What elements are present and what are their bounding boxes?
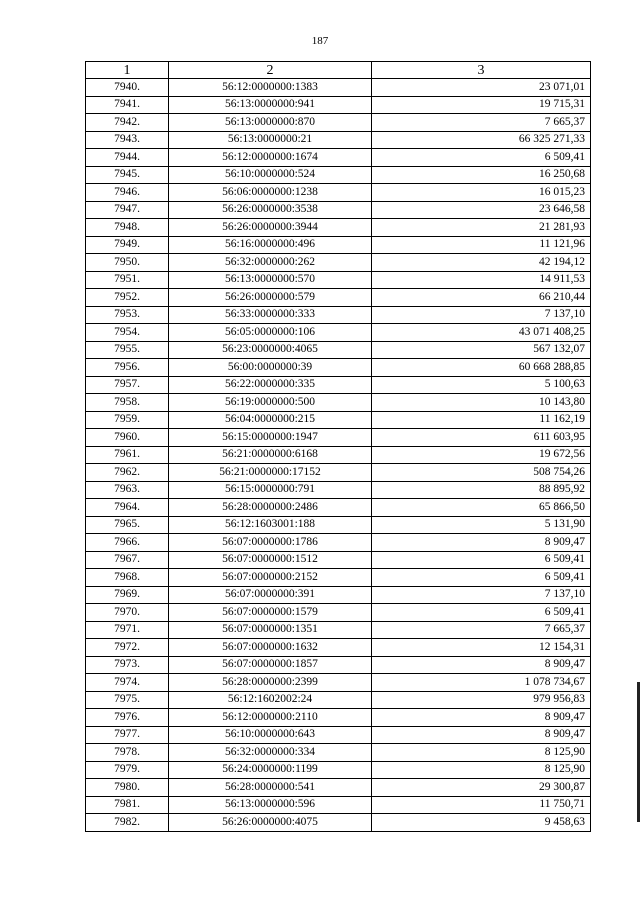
row-number: 7973.	[86, 656, 169, 674]
cadastral-number: 56:10:0000000:524	[169, 166, 372, 184]
row-number: 7946.	[86, 184, 169, 202]
table-row	[86, 324, 591, 342]
cadastral-value: 21 281,93	[372, 219, 591, 237]
row-number: 7942.	[86, 114, 169, 132]
table-row	[86, 411, 591, 429]
table-row	[86, 569, 591, 587]
table-row	[86, 499, 591, 517]
row-number: 7956.	[86, 359, 169, 377]
cadastral-value: 9 458,63	[372, 814, 591, 832]
table-row	[86, 604, 591, 622]
cadastral-value: 42 194,12	[372, 254, 591, 272]
cadastral-number: 56:13:0000000:870	[169, 114, 372, 132]
table-row	[86, 289, 591, 307]
table-row	[86, 131, 591, 149]
cadastral-number: 56:07:0000000:1857	[169, 656, 372, 674]
row-number: 7953.	[86, 306, 169, 324]
row-number: 7957.	[86, 376, 169, 394]
row-number: 7981.	[86, 796, 169, 814]
cadastral-number: 56:32:0000000:334	[169, 744, 372, 762]
table-row	[86, 586, 591, 604]
row-number: 7982.	[86, 814, 169, 832]
table-row	[86, 691, 591, 709]
row-number: 7950.	[86, 254, 169, 272]
table-header-row	[86, 62, 591, 79]
row-number: 7972.	[86, 639, 169, 657]
table-row	[86, 674, 591, 692]
row-number: 7971.	[86, 621, 169, 639]
cadastral-value: 88 895,92	[372, 481, 591, 499]
row-number: 7964.	[86, 499, 169, 517]
table-row	[86, 761, 591, 779]
row-number: 7943.	[86, 131, 169, 149]
row-number: 7978.	[86, 744, 169, 762]
cadastral-value: 6 509,41	[372, 604, 591, 622]
table-row	[86, 551, 591, 569]
cadastral-number: 56:05:0000000:106	[169, 324, 372, 342]
cadastral-number: 56:07:0000000:1632	[169, 639, 372, 657]
cadastral-value: 12 154,31	[372, 639, 591, 657]
row-number: 7980.	[86, 779, 169, 797]
row-number: 7961.	[86, 446, 169, 464]
cadastral-number: 56:16:0000000:496	[169, 236, 372, 254]
table-row	[86, 254, 591, 272]
cadastral-value: 1 078 734,67	[372, 674, 591, 692]
table-row	[86, 219, 591, 237]
table-row	[86, 744, 591, 762]
cadastral-value: 65 866,50	[372, 499, 591, 517]
cadastral-number: 56:28:0000000:2399	[169, 674, 372, 692]
table-row	[86, 96, 591, 114]
cadastral-value: 16 250,68	[372, 166, 591, 184]
row-number: 7951.	[86, 271, 169, 289]
row-number: 7970.	[86, 604, 169, 622]
cadastral-value: 11 750,71	[372, 796, 591, 814]
table-row	[86, 359, 591, 377]
row-number: 7975.	[86, 691, 169, 709]
cadastral-value: 8 909,47	[372, 534, 591, 552]
table-row	[86, 236, 591, 254]
cadastral-number: 56:15:0000000:1947	[169, 429, 372, 447]
cadastral-value: 16 015,23	[372, 184, 591, 202]
cadastral-number: 56:10:0000000:643	[169, 726, 372, 744]
cadastral-number: 56:07:0000000:1786	[169, 534, 372, 552]
column-header-2: 2	[169, 62, 372, 79]
cadastral-number: 56:33:0000000:333	[169, 306, 372, 324]
table-row	[86, 394, 591, 412]
cadastral-value: 8 909,47	[372, 709, 591, 727]
table-row	[86, 184, 591, 202]
cadastral-number: 56:06:0000000:1238	[169, 184, 372, 202]
row-number: 7963.	[86, 481, 169, 499]
cadastral-value: 43 071 408,25	[372, 324, 591, 342]
cadastral-value: 7 665,37	[372, 114, 591, 132]
table-row	[86, 79, 591, 97]
cadastral-value: 611 603,95	[372, 429, 591, 447]
cadastral-value: 11 162,19	[372, 411, 591, 429]
row-number: 7949.	[86, 236, 169, 254]
cadastral-number: 56:07:0000000:1512	[169, 551, 372, 569]
cadastral-number: 56:26:0000000:579	[169, 289, 372, 307]
cadastral-number: 56:13:0000000:941	[169, 96, 372, 114]
cadastral-value: 6 509,41	[372, 569, 591, 587]
cadastral-value: 508 754,26	[372, 464, 591, 482]
row-number: 7962.	[86, 464, 169, 482]
cadastral-number: 56:26:0000000:3944	[169, 219, 372, 237]
cadastral-value: 60 668 288,85	[372, 359, 591, 377]
row-number: 7960.	[86, 429, 169, 447]
cadastral-value: 7 137,10	[372, 306, 591, 324]
table-row	[86, 149, 591, 167]
row-number: 7969.	[86, 586, 169, 604]
cadastral-number: 56:12:0000000:1383	[169, 79, 372, 97]
table-row	[86, 621, 591, 639]
row-number: 7979.	[86, 761, 169, 779]
row-number: 7944.	[86, 149, 169, 167]
row-number: 7955.	[86, 341, 169, 359]
cadastral-value: 8 125,90	[372, 744, 591, 762]
cadastral-number: 56:32:0000000:262	[169, 254, 372, 272]
cadastral-value: 8 909,47	[372, 656, 591, 674]
cadastral-number: 56:07:0000000:1579	[169, 604, 372, 622]
table-row	[86, 639, 591, 657]
cadastral-number: 56:13:0000000:596	[169, 796, 372, 814]
page-number: 187	[311, 35, 329, 47]
table-body	[86, 79, 591, 832]
cadastral-value: 5 100,63	[372, 376, 591, 394]
row-number: 7945.	[86, 166, 169, 184]
table-row	[86, 481, 591, 499]
row-number: 7967.	[86, 551, 169, 569]
cadastral-value: 19 672,56	[372, 446, 591, 464]
row-number: 7947.	[86, 201, 169, 219]
table-row	[86, 446, 591, 464]
cadastral-number: 56:15:0000000:791	[169, 481, 372, 499]
cadastral-number: 56:07:0000000:391	[169, 586, 372, 604]
cadastral-number: 56:13:0000000:21	[169, 131, 372, 149]
cadastral-number: 56:00:0000000:39	[169, 359, 372, 377]
cadastral-value: 23 646,58	[372, 201, 591, 219]
cadastral-value: 8 125,90	[372, 761, 591, 779]
cadastral-value: 66 325 271,33	[372, 131, 591, 149]
cadastral-number: 56:19:0000000:500	[169, 394, 372, 412]
cadastral-number: 56:12:1602002:24	[169, 691, 372, 709]
row-number: 7948.	[86, 219, 169, 237]
cadastral-value: 7 665,37	[372, 621, 591, 639]
row-number: 7974.	[86, 674, 169, 692]
cadastral-value: 8 909,47	[372, 726, 591, 744]
table-row	[86, 429, 591, 447]
cadastral-number: 56:24:0000000:1199	[169, 761, 372, 779]
table-row	[86, 166, 591, 184]
cadastral-value: 19 715,31	[372, 96, 591, 114]
row-number: 7976.	[86, 709, 169, 727]
table-row	[86, 534, 591, 552]
row-number: 7952.	[86, 289, 169, 307]
cadastral-value: 6 509,41	[372, 149, 591, 167]
table-row	[86, 814, 591, 832]
cadastral-value: 66 210,44	[372, 289, 591, 307]
table-row	[86, 271, 591, 289]
table-row	[86, 726, 591, 744]
table-row	[86, 464, 591, 482]
cadastral-value: 11 121,96	[372, 236, 591, 254]
table-row	[86, 306, 591, 324]
cadastral-value: 14 911,53	[372, 271, 591, 289]
cadastral-value: 567 132,07	[372, 341, 591, 359]
row-number: 7977.	[86, 726, 169, 744]
row-number: 7940.	[86, 79, 169, 97]
cadastral-value: 10 143,80	[372, 394, 591, 412]
row-number: 7966.	[86, 534, 169, 552]
cadastral-value: 29 300,87	[372, 779, 591, 797]
cadastral-number: 56:22:0000000:335	[169, 376, 372, 394]
cadastral-number: 56:04:0000000:215	[169, 411, 372, 429]
cadastral-number: 56:21:0000000:6168	[169, 446, 372, 464]
cadastral-value: 23 071,01	[372, 79, 591, 97]
cadastral-number: 56:13:0000000:570	[169, 271, 372, 289]
cadastral-number: 56:26:0000000:3538	[169, 201, 372, 219]
cadastral-number: 56:28:0000000:2486	[169, 499, 372, 517]
row-number: 7965.	[86, 516, 169, 534]
cadastral-number: 56:28:0000000:541	[169, 779, 372, 797]
table-row	[86, 709, 591, 727]
table-row	[86, 341, 591, 359]
cadastral-value: 979 956,83	[372, 691, 591, 709]
cadastral-number: 56:23:0000000:4065	[169, 341, 372, 359]
cadastral-table	[85, 61, 591, 832]
table-row	[86, 516, 591, 534]
cadastral-value: 5 131,90	[372, 516, 591, 534]
cadastral-number: 56:21:0000000:17152	[169, 464, 372, 482]
column-header-1: 1	[86, 62, 169, 79]
column-header-3: 3	[372, 62, 591, 79]
table-row	[86, 376, 591, 394]
cadastral-value: 7 137,10	[372, 586, 591, 604]
table-row	[86, 656, 591, 674]
cadastral-value: 6 509,41	[372, 551, 591, 569]
cadastral-number: 56:12:0000000:2110	[169, 709, 372, 727]
row-number: 7968.	[86, 569, 169, 587]
row-number: 7954.	[86, 324, 169, 342]
cadastral-number: 56:12:1603001:188	[169, 516, 372, 534]
cadastral-number: 56:07:0000000:2152	[169, 569, 372, 587]
cadastral-number: 56:12:0000000:1674	[169, 149, 372, 167]
row-number: 7959.	[86, 411, 169, 429]
row-number: 7958.	[86, 394, 169, 412]
table-row	[86, 796, 591, 814]
table-row	[86, 114, 591, 132]
cadastral-number: 56:07:0000000:1351	[169, 621, 372, 639]
row-number: 7941.	[86, 96, 169, 114]
table-row	[86, 779, 591, 797]
table-row	[86, 201, 591, 219]
cadastral-number: 56:26:0000000:4075	[169, 814, 372, 832]
